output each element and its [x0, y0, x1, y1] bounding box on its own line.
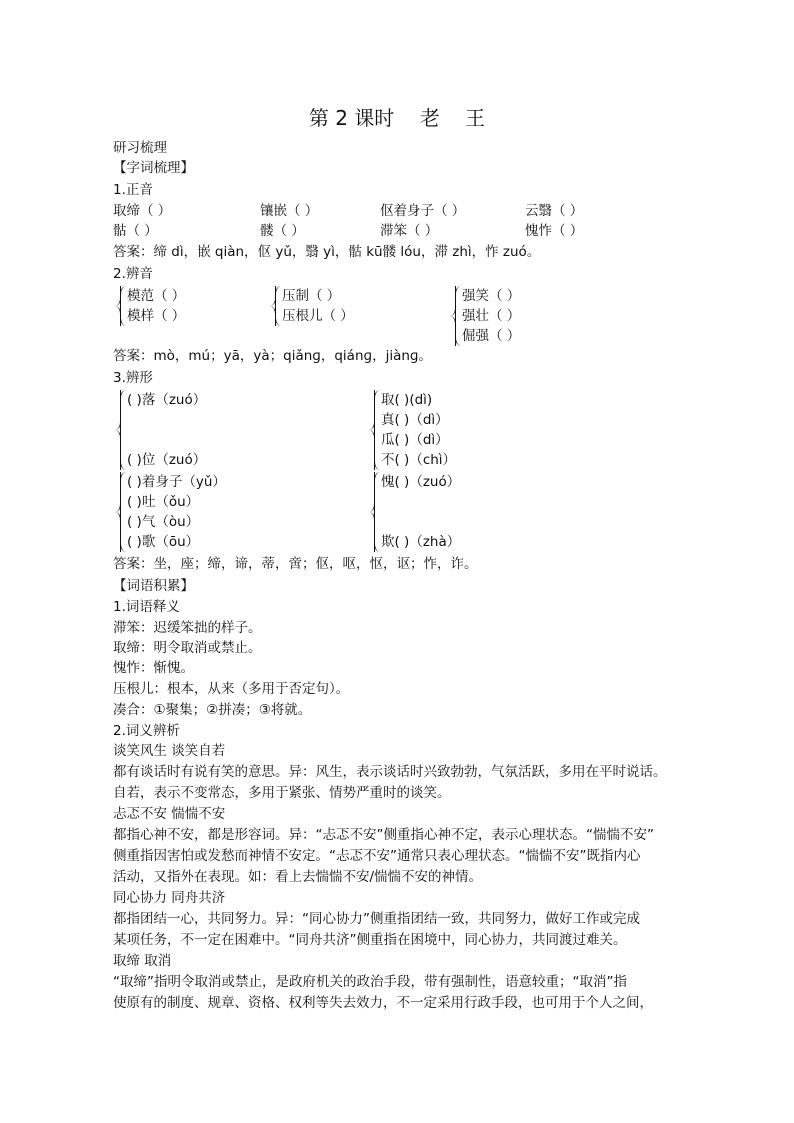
glyph-item: 取( )(dì)	[381, 392, 433, 408]
sub-heading: 1.词语释义	[113, 599, 180, 615]
term-pair: 取缔 取消	[113, 953, 172, 969]
definition-line: 凑合：①聚集；②拼凑；③将就。	[113, 702, 312, 718]
pinyin-item: 髅（ ）	[260, 223, 305, 239]
section-heading: 【词语积累】	[113, 578, 194, 594]
polyphone-item: 强笑（ ）	[462, 288, 521, 304]
polyphone-item: 压根儿（ ）	[282, 308, 354, 324]
brace-mark	[275, 286, 281, 326]
glyph-item: 瓜( )（dì）	[381, 432, 449, 448]
answer-text: 答案：坐，座；缔，谛，蒂，啻；伛，呕，怄，讴；怍，诈。	[113, 556, 478, 572]
paragraph-line: 自若，表示不变常态，多用于紧张、情势严重时的谈笑。	[113, 785, 451, 801]
paragraph-line: 侧重指因害怕或发愁而神情不安定。“忐忑不安”通常只表心理状态。“惴惴不安”既指内心	[113, 848, 641, 864]
sub-heading: 2.词义辨析	[113, 723, 180, 739]
term-pair: 同心协力 同舟共济	[113, 890, 226, 906]
glyph-item: 欺( )（zhà）	[381, 534, 461, 550]
glyph-item: ( )歌（ōu）	[127, 534, 200, 550]
section-heading: 研习梳理	[113, 140, 167, 156]
term-pair: 忐忑不安 惴惴不安	[113, 806, 226, 822]
section-heading: 【字词梳理】	[113, 160, 194, 176]
pinyin-item: 愧怍（ ）	[525, 223, 584, 239]
sub-heading: 1.正音	[113, 182, 153, 198]
glyph-item: 愧( )（zuó）	[381, 474, 461, 490]
brace-mark	[374, 390, 380, 470]
paragraph-line: 都有谈话时有说有笑的意思。异：风生，表示谈话时兴致勃勃，气氛活跃，多用在平时说话。	[113, 764, 667, 780]
sub-heading: 2.辨音	[113, 266, 153, 282]
definition-line: 愧怍：惭愧。	[113, 660, 194, 676]
answer-text: 答案：mò，mú；yā，yà；qiǎnɡ，qiánɡ，jiànɡ。	[113, 348, 432, 364]
paragraph-line: 都指团结一心，共同努力。异：“同心协力”侧重指团结一致，共同努力，做好工作或完成	[113, 911, 640, 927]
glyph-item: 真( )（dì）	[381, 412, 449, 428]
glyph-item: ( )落（zuó）	[127, 392, 207, 408]
pinyin-item: 骷（ ）	[113, 223, 158, 239]
polyphone-item: 倔强（ ）	[462, 328, 521, 344]
pinyin-item: 伛着身子（ ）	[380, 203, 466, 219]
glyph-item: ( )位（zuó）	[127, 452, 207, 468]
polyphone-item: 模范（ ）	[127, 288, 186, 304]
brace-mark	[120, 390, 126, 470]
glyph-item: ( )吐（ǒu）	[127, 494, 200, 510]
paragraph-line: 某项任务，不一定在困难中。“同舟共济”侧重指在困境中，同心协力，共同渡过难关。	[113, 932, 627, 948]
brace-mark	[120, 472, 126, 552]
polyphone-item: 模样（ ）	[127, 308, 186, 324]
paragraph-line: 都指心神不安，都是形容词。异：“忐忑不安”侧重指心神不定，表示心理状态。“惴惴不安”	[113, 827, 654, 843]
pinyin-item: 镶嵌（ ）	[260, 203, 319, 219]
sub-heading: 3.辨形	[113, 370, 153, 386]
term-pair: 谈笑风生 谈笑自若	[113, 743, 226, 759]
brace-mark	[120, 286, 126, 326]
definition-line: 压根儿：根本，从来（多用于否定句）。	[113, 681, 350, 697]
glyph-item: ( )着身子（yǔ）	[127, 474, 226, 490]
definition-line: 取缔：明令取消或禁止。	[113, 640, 262, 656]
polyphone-item: 压制（ ）	[282, 288, 341, 304]
pinyin-item: 云翳（ ）	[525, 203, 584, 219]
answer-text: 答案：缔 dì，嵌 qiàn，伛 yǔ，翳 yì，骷 kū髅 lóu，滞 zhì，怍 zuó。	[113, 244, 541, 260]
glyph-item: ( )气（òu）	[127, 514, 200, 530]
pinyin-item: 取缔（ ）	[113, 203, 172, 219]
pinyin-item: 滞笨（ ）	[380, 223, 439, 239]
definition-line: 滞笨：迟缓笨拙的样子。	[113, 620, 262, 636]
paragraph-line: 使原有的制度、规章、资格、权利等失去效力，不一定采用行政手段，也可用于个人之间，	[113, 995, 653, 1011]
polyphone-item: 强壮（ ）	[462, 308, 521, 324]
page-title: 第 2 课时 老 王	[308, 106, 486, 130]
brace-mark	[374, 472, 380, 552]
paragraph-line: “取缔”指明令取消或禁止，是政府机关的政治手段，带有强制性，语意较重；“取消”指	[113, 974, 627, 990]
paragraph-line: 活动，又指外在表现。如：看上去惴惴不安/惴惴不安的神情。	[113, 869, 483, 885]
brace-mark	[455, 286, 461, 346]
glyph-item: 不( )（chì）	[381, 452, 457, 468]
